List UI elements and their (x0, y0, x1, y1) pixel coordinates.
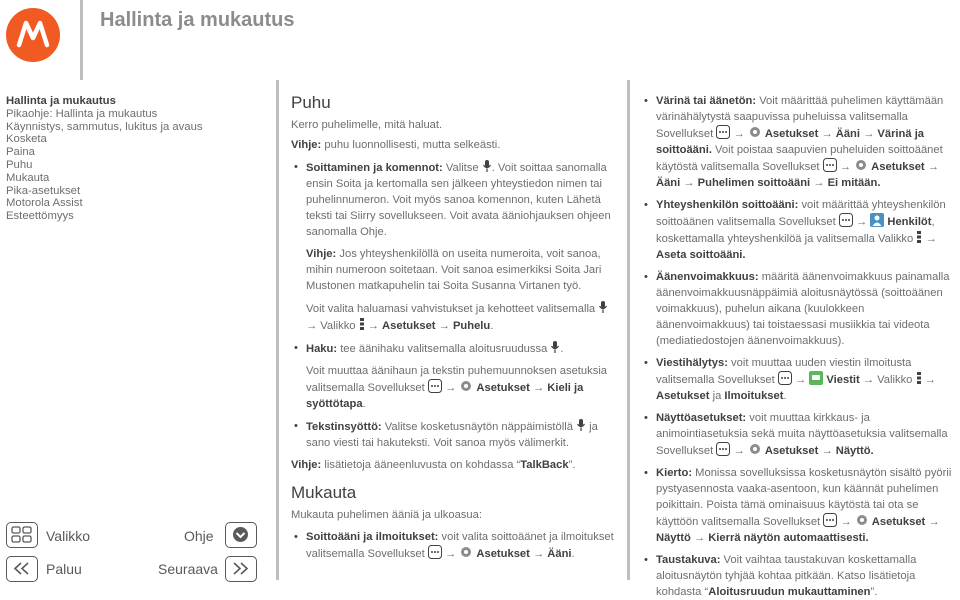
apps-icon (428, 545, 442, 559)
content-column-2 (641, 93, 955, 600)
list-item: • Kierto: Monissa sovelluksissa kosketusnäytön sisältö pyörii pystyasennosta vaaka-asentoon, kun käännät puhelimen poikittain. Poista tämä ominaisuus käytöstä tai ota se käyttöön valitsemalla Sovellukset → Asetukset → Näyttö → Kierrä näytön automaattisesti. (641, 465, 955, 546)
column-divider (276, 80, 279, 580)
toc-item[interactable]: Puhu (6, 158, 33, 171)
apps-icon (716, 125, 730, 139)
tip-text: Vihje: Jos yhteyshenkilöllä on useita numeroita, voit sanoa, mihin numeroon soitetaan. Voit sanoa esimerkiksi Soita Jari Mustonen matkapuhelin tai Soita Susanna Virtanen työ. (306, 248, 602, 292)
back-button[interactable] (6, 556, 38, 582)
motorola-logo (6, 8, 60, 62)
gear-icon (459, 379, 473, 393)
apps-icon (716, 442, 730, 456)
toc-item[interactable]: Pikaohje: Hallinta ja mukautus (6, 107, 158, 120)
gear-icon (748, 125, 762, 139)
paragraph: Voit valita haluamasi vahvistukset ja kehotteet valitsemalla → Valikko → Asetukset → Puhelu. (291, 300, 616, 334)
grid-icon (7, 523, 36, 546)
list-item: • Äänenvoimakkuus: määritä äänenvoimakkuus painamalla äänenvoimakkuusnäppäimiä aloitusnäytössä (soittoäänen voimakkuus), puhelun aikana (kuulokkeen äänenvoimakkuus) tai toistaessasi musiikkia tai videota (mediatiedostojen äänenvoimakkuus). (641, 269, 955, 349)
chevron-down-circle-icon (226, 523, 255, 546)
column-divider (627, 80, 630, 580)
intro-text: Kerro puhelimelle, mitä haluat. (291, 119, 443, 131)
arrow-icon: → (306, 320, 318, 332)
gear-icon (854, 158, 868, 172)
section-heading-mukauta: Mukauta (291, 483, 357, 502)
list-item: • Soittaminen ja komennot: Valitse . Voit soittaa sanomalla ensin Soita ja kertomalla sen jälkeen yhteystiedon nimen tai puhelinnumeron. Voit myös sanoa komennon, kuten Lähetä teksti tai Siirry sovellukseen. Voit avata ääniohjauksen ohjeen sanomalla Ohje. (291, 159, 616, 240)
toc-item[interactable]: Motorola Assist (6, 197, 83, 210)
toc-item[interactable]: Paina (6, 146, 35, 159)
microphone-icon (550, 340, 560, 354)
tip-text: Vihje: lisätietoja ääneenluvusta on kohdassa “TalkBack”. (291, 459, 576, 471)
list-item: • Haku: tee äänihaku valitsemalla aloitusruudussa . (291, 340, 616, 357)
talkback-link[interactable]: TalkBack (520, 459, 569, 471)
people-icon (870, 213, 884, 227)
back-label[interactable]: Paluu (46, 561, 82, 577)
paragraph: Voit muuttaa äänihaun ja tekstin puhemuunnoksen asetuksia valitsemalla Sovellukset → Asetukset → Kieli ja syöttötapa. (306, 365, 608, 410)
toc-item[interactable]: Kosketa (6, 133, 47, 146)
next-label[interactable]: Seuraava (158, 561, 218, 577)
menu-label[interactable]: Valikko (46, 528, 91, 544)
list-item: • Tekstinsyöttö: Valitse kosketusnäytön näppäimistöllä ja sano viesti tai hakuteksti. Voit sanoa myös välimerkit. (291, 418, 616, 451)
toc-item[interactable]: Hallinta ja mukautus (6, 95, 116, 107)
microphone-icon (598, 300, 608, 314)
messages-icon (809, 371, 823, 385)
list-item: • Viestihälytys: voit muuttaa uuden viestin ilmoitusta valitsemalla Sovellukset → Viestit → Valikko → Asetukset ja Ilmoitukset. (641, 355, 955, 404)
list-item: • Näyttöasetukset: voit muuttaa kirkkaus- ja animointiasetuksia sekä muita näyttöasetuksia valitsemalla Sovellukset → Asetukset → Näyttö. (641, 410, 955, 459)
menu-dots-icon (916, 371, 922, 385)
menu-button[interactable] (6, 522, 38, 548)
toc-item[interactable]: Esteettömyys (6, 210, 74, 223)
gear-icon (748, 442, 762, 456)
help-button[interactable] (225, 522, 257, 548)
double-chevron-left-icon (7, 557, 36, 580)
list-item: • Taustakuva: Voit vaihtaa taustakuvan koskettamalla aloitusnäytön tyhjää kohtaa pitkään. Katso lisätietoja kohdasta “Aloitusruudun mukauttaminen”. (641, 552, 955, 600)
header-divider (80, 0, 83, 80)
apps-icon (823, 513, 837, 527)
table-of-contents (6, 95, 203, 223)
apps-icon (823, 158, 837, 172)
toc-item[interactable]: Käynnistys, sammutus, lukitus ja avaus (6, 120, 203, 133)
toc-item[interactable]: Pika-asetukset (6, 184, 81, 197)
toc-item[interactable]: Mukauta (6, 171, 50, 184)
apps-icon (778, 371, 792, 385)
apps-icon (428, 379, 442, 393)
intro-text: Mukauta puhelimen ääniä ja ulkoasua: (291, 509, 482, 521)
list-item: • Yhteyshenkilön soittoääni: voit määrittää yhteyshenkilön soittoäänen valitsemalla Sovellukset → Henkilöt, koskettamalla yhteyshenkilöä ja valitsemalla Valikko → Aseta soittoääni. (641, 197, 955, 263)
content-column-1 (291, 93, 616, 562)
gear-icon (459, 545, 473, 559)
menu-dots-icon (916, 230, 922, 244)
apps-icon (839, 213, 853, 227)
next-button[interactable] (225, 556, 257, 582)
microphone-icon (482, 159, 492, 173)
list-item: • Värinä tai äänetön: Voit määrittää puhelimen käyttämään värinähälytystä saapuvissa puheluissa valitsemalla Sovellukset → Asetukset → Ääni → Värinä ja soittoääni. Voit poistaa saapuvien puheluiden soittoäänet käytöstä valitsemalla Sovellukset → Asetukset → Ääni → Puhelimen soittoääni → Ei mitään. (641, 93, 955, 191)
section-heading-puhu: Puhu (291, 93, 331, 112)
help-label[interactable]: Ohje (184, 528, 214, 544)
double-chevron-right-icon (226, 557, 255, 580)
customize-home-link[interactable]: Aloitusruudun mukauttaminen (708, 586, 871, 598)
list-item: • Soittoääni ja ilmoitukset: voit valita soittoäänet ja ilmoitukset valitsemalla Sovellukset → Asetukset → Ääni. (291, 529, 616, 562)
tip-text: Vihje: puhu luonnollisesti, mutta selkeästi. (291, 139, 501, 151)
menu-dots-icon (359, 317, 365, 331)
gear-icon (855, 513, 869, 527)
microphone-icon (576, 418, 586, 432)
page-title: Hallinta ja mukautus (100, 9, 295, 31)
